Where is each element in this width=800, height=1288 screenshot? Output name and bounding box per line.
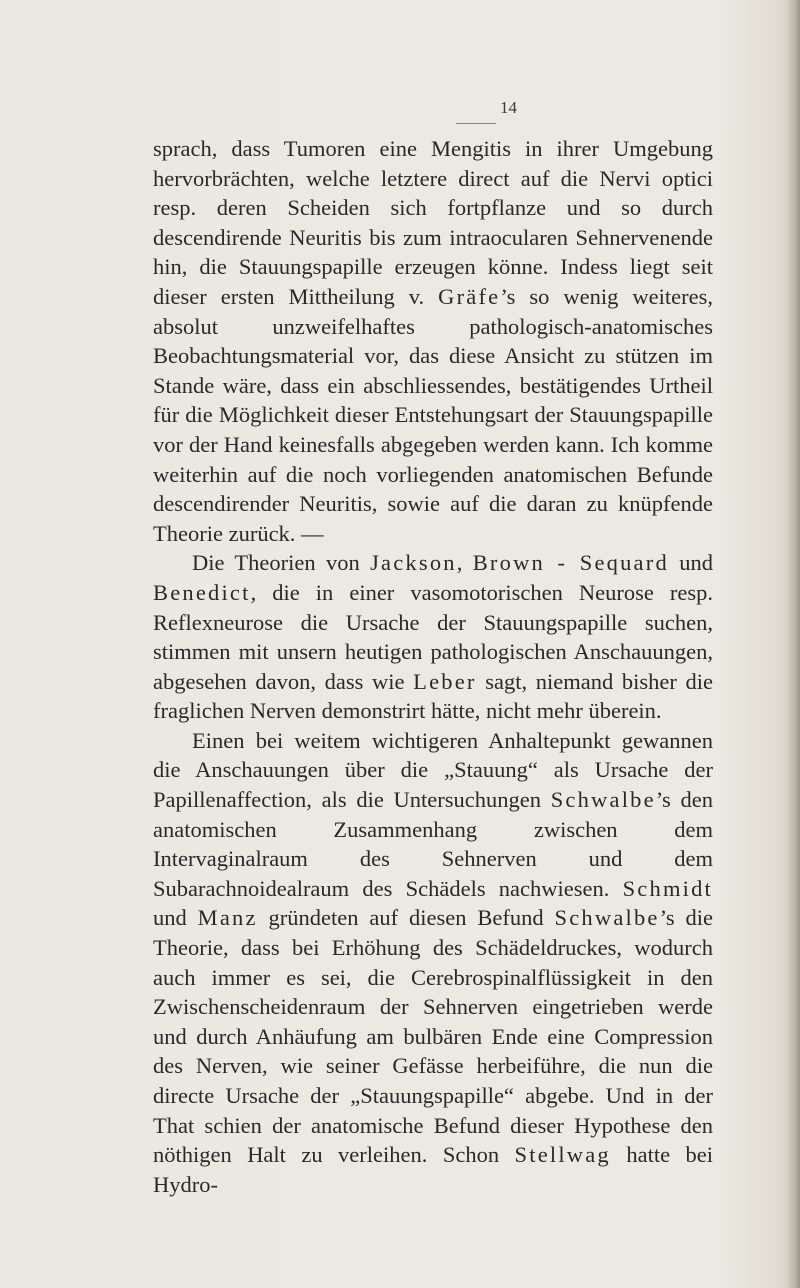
page-number-rule	[456, 123, 496, 124]
paragraph	[153, 548, 713, 726]
text-run: ’s den anatomischen Zusammenhang zwischen dem Intervaginalraum des Sehnerven und dem Subarachnoidealraum des Schädels nachwiesen.	[153, 787, 713, 901]
text-run: ’s so wenig weiteres, absolut unzweifelhaftes pathologisch-anatomisches Beobachtungsmaterial vor, das diese Ansicht zu stützen im Stande wäre, dass ein abschliessendes, bestätigendes Urtheil für die Möglichkeit dieser Entstehungsart der Stauungspapille vor der Hand keinesfalls abgegeben werden kann. Ich komme weiterhin auf die noch vorliegenden anatomischen Befunde descendirender Neuritis, sowie auf die daran zu knüpfende Theorie zurück. —	[153, 283, 713, 546]
body-text	[153, 134, 713, 1199]
text-run: , die in einer vasomotorischen Neurose resp. Reflexneurose die Ursache der Stauungspapille suchen, stimmen mit unsern heutigen pathologischen Anschauungen, abgesehen davon, dass wie	[153, 579, 713, 694]
spaced-name: Schwalbe	[550, 787, 656, 813]
spaced-name: Jackson	[370, 550, 457, 576]
text-run: und	[668, 550, 713, 576]
text-run: ’s die Theorie, dass bei Erhöhung des Schädeldruckes, wodurch auch immer es sei, die Cerebrospinalflüssigkeit in den Zwischenscheidenraum der Sehnerven eingetrieben werde und durch Anhäufung am bulbären Ende eine Compression des Nerven, wie seiner Gefässe herbeiführe, die nun die directe Ursache der „Stauungspapille“ abgebe. Und in der That schien der anatomische Befund dieser Hypothese den nöthigen Halt zu verleihen. Schon	[153, 905, 713, 1168]
spaced-name: Leber	[413, 668, 477, 694]
text-run: und	[153, 905, 198, 931]
text-run: ,	[456, 550, 473, 576]
text-run: sprach, dass Tumoren eine Mengitis in ihrer Umgebung hervorbrächten, welche letztere direct auf die Nervi optici resp. deren Scheiden sich fortpflanze und so durch descendirende Neuritis bis zum intraocularen Sehnervenende hin, die Stauungspapille erzeugen könne. Indess liegt seit dieser ersten Mittheilung v.	[153, 136, 713, 309]
paragraph	[153, 134, 713, 548]
page-number: 14	[500, 98, 517, 117]
spaced-name: Schwalbe	[554, 905, 660, 931]
text-run: hatte bei Hydro-	[153, 1142, 714, 1197]
paragraph	[153, 726, 713, 1200]
text-run: sagt, niemand bisher die fraglichen Nerven demonstrirt hätte, nicht mehr überein.	[153, 668, 713, 724]
text-run: Einen bei weitem wichtigeren Anhaltepunkt gewannen die Anschauungen über die „Stauung“ als Ursache der Papillenaffection, als die Untersuchungen	[153, 727, 713, 813]
spaced-name: Benedict	[153, 579, 251, 605]
text-run: Die Theorien von	[192, 550, 371, 576]
spaced-name: Schmidt	[622, 875, 713, 901]
spaced-name: Stellwag	[514, 1142, 611, 1168]
spaced-name: Manz	[197, 905, 258, 931]
spaced-name: Brown - Sequard	[472, 550, 669, 576]
page-edge-shadow	[786, 0, 800, 1288]
spaced-name: Gräfe	[438, 283, 501, 309]
text-run: gründeten auf diesen Befund	[257, 905, 555, 931]
